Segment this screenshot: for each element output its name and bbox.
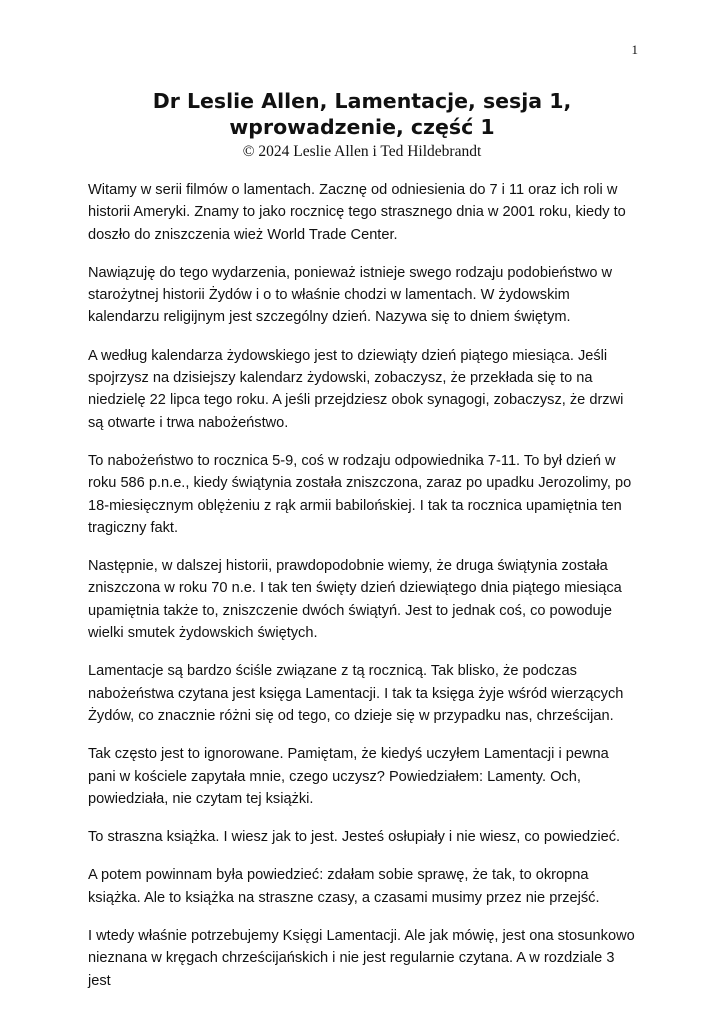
paragraph: A potem powinnam była powiedzieć: zdałam sobie sprawę, że tak, to okropna książka. Ale to książka na straszne czasy, a czasami musimy przez nie przejść.	[88, 867, 600, 906]
paragraph: Tak często jest to ignorowane. Pamiętam, że kiedyś uczyłem Lamentacji i pewna pani w kościele zapytała mnie, czego uczysz? Powiedziałem: Lamenty. Och, powiedziała, nie czytam tej książki.	[88, 746, 609, 807]
title-line-1: Dr Leslie Allen, Lamentacje, sesja 1,	[152, 89, 572, 113]
paragraph: Lamentacje są bardzo ściśle związane z tą rocznicą. Tak blisko, że podczas nabożeństwa czytana jest księga Lamentacji. I tak ta księga żyje wśród wierzących Żydów, co znacznie różni się od tego, co dzieje się w przypadku nas, chrześcijan.	[88, 663, 624, 724]
title-line-2: wprowadzenie, część 1	[229, 115, 495, 139]
paragraph: Następnie, w dalszej historii, prawdopodobnie wiemy, że druga świątynia została zniszczona w roku 70 n.e. I tak ten święty dzień dziewiątego dnia piątego miesiąca upamiętnia także to, zniszczenie dwóch świątyń. Jest to jednak coś, co powoduje wielki smutek żydowskich świętych.	[88, 558, 622, 642]
page-number: 1	[631, 42, 638, 57]
paragraph: Nawiązuję do tego wydarzenia, ponieważ istnieje swego rodzaju podobieństwo w starożytnej historii Żydów i o to właśnie chodzi w lamentach. W żydowskim kalendarzu religijnym jest szczególny dzień. Nazywa się to dniem świętym.	[88, 264, 613, 326]
paragraph: To nabożeństwo to rocznica 5-9, coś w rodzaju odpowiednika 7-11. To był dzień w roku 586 p.n.e., kiedy świątynia została zniszczona, zaraz po upadku Jerozolimy, po 18-miesięcznym oblężeniu z rąk armii babilońskiej. I tak ta rocznica upamiętnia ten tragiczny fakt.	[88, 452, 632, 536]
paragraph: To straszna książka. I wiesz jak to jest. Jesteś osłupiały i nie wiesz, co powiedzieć.	[88, 829, 621, 846]
paragraph: A według kalendarza żydowskiego jest to dziewiąty dzień piątego miesiąca. Jeśli spojrzysz na dzisiejszy kalendarz żydowski, zobaczysz, że przekłada się to na niedzielę 22 lipca tego roku. A jeśli przejdziesz obok synagogi, zobaczysz, że drzwi są otwarte i trwa nabożeństwo.	[88, 347, 624, 431]
document-title	[0, 88, 724, 140]
paragraph: Witamy w serii filmów o lamentach. Zacznę od odniesienia do 7 i 11 oraz ich roli w historii Ameryki. Znamy to jako rocznicę tego strasznego dnia w 2001 roku, kiedy to doszło do zniszczenia wież World Trade Center.	[88, 182, 626, 243]
document-body	[88, 179, 638, 1008]
copyright-notice: © 2024 Leslie Allen i Ted Hildebrandt	[242, 143, 482, 160]
paragraph: I wtedy właśnie potrzebujemy Księgi Lamentacji. Ale jak mówię, jest ona stosunkowo nieznana w kręgach chrześcijańskich i nie jest regularnie czytana. A w rozdziale 3 jest	[88, 928, 635, 989]
